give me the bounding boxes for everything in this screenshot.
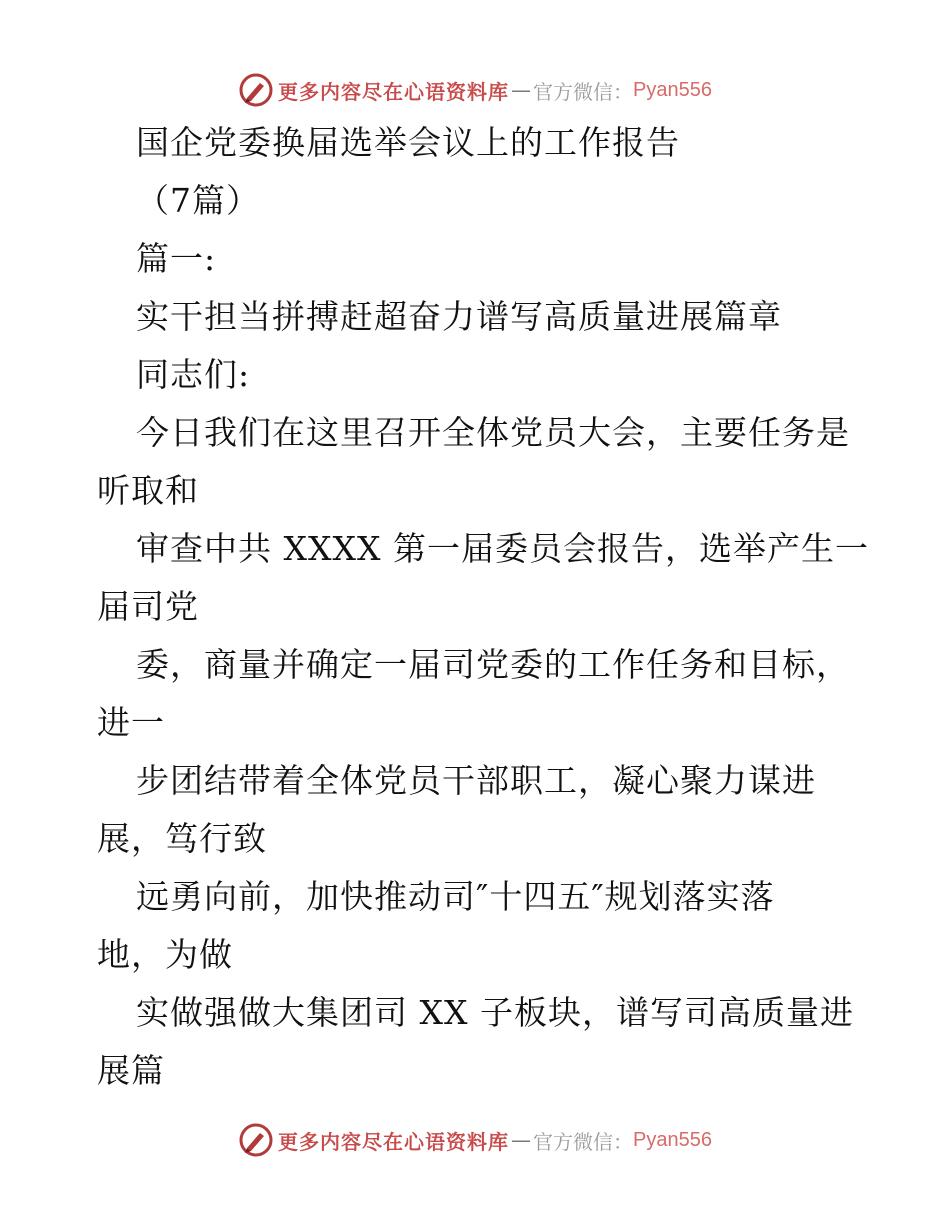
paragraph-line: 今日我们在这里召开全体党员大会，主要任务是 <box>136 413 850 452</box>
document-title: 国企党委换届选举会议上的工作报告 <box>136 123 680 162</box>
paragraph-line: 委，商量并确定一届司党委的工作任务和目标， <box>136 645 850 684</box>
paragraph-line: 听取和 <box>97 471 199 510</box>
banner-dash: — <box>511 1128 532 1152</box>
header-banner <box>0 70 950 110</box>
paragraph-line: 实做强做大集团司 XX 子板块，谱写司高质量进 <box>136 993 854 1032</box>
banner-main-text: 更多内容尽在心语资料库 <box>278 79 510 104</box>
paragraph-line: 届司党 <box>97 587 199 626</box>
section-title: 实干担当拼搏赶超奋力谱写高质量进展篇章 <box>136 297 782 336</box>
banner-dash: — <box>511 78 532 102</box>
pen-logo-icon <box>238 1122 274 1158</box>
paragraph-line: 地，为做 <box>97 935 233 974</box>
paragraph-line: 远勇向前，加快推动司″十四五″规划落实落 <box>136 877 775 916</box>
section-label: 篇一: <box>136 239 217 278</box>
footer-banner <box>0 1120 950 1160</box>
paragraph-line: 进一 <box>97 703 165 742</box>
paragraph-line: 步团结带着全体党员干部职工，凝心聚力谋进 <box>136 761 816 800</box>
paragraph-line: 展，笃行致 <box>97 819 267 858</box>
banner-wechat-id: Pyan556 <box>633 78 712 101</box>
banner-wechat-label: 官方微信： <box>533 1129 634 1154</box>
salutation: 同志们: <box>136 355 251 394</box>
pen-logo-icon <box>238 72 274 108</box>
banner-main-text: 更多内容尽在心语资料库 <box>278 1129 510 1154</box>
document-subtitle: （7篇） <box>136 181 260 220</box>
banner-wechat-label: 官方微信： <box>533 79 634 104</box>
paragraph-line: 审查中共 XXXX 第一届委员会报告，选举产生一 <box>136 529 869 568</box>
paragraph-line: 展篇 <box>97 1051 165 1090</box>
document-body <box>0 114 950 1100</box>
banner-wechat-id: Pyan556 <box>633 1128 712 1151</box>
